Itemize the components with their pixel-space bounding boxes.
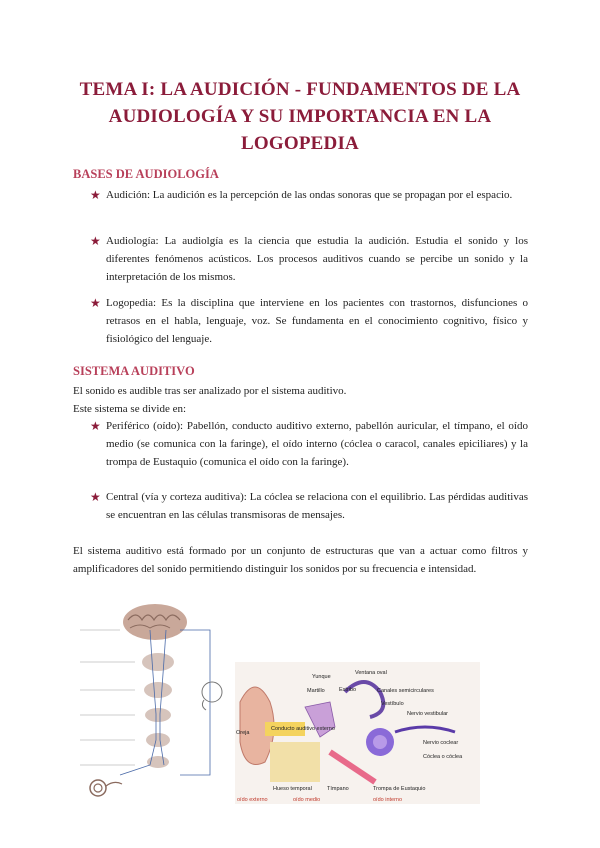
label-hueso-temporal: Hueso temporal	[273, 786, 312, 792]
bullet-text: Logopedia: Es la disciplina que interviene en los pacientes con trastornos, disfunciones o retrasos en el habla, lenguaje, voz. Se fundamenta en el conocimiento cognitivo, físico y fisiológico del lenguaje.	[106, 297, 528, 345]
pathway-lines	[120, 630, 210, 775]
star-bullet-icon: ★	[90, 188, 101, 202]
bullet-audiologia	[92, 232, 528, 286]
title-line-1: TEMA I: LA AUDICIÓN - FUNDAMENTOS DE LA	[79, 79, 521, 100]
brainstem-sections-image	[142, 653, 174, 768]
intro-line-1: El sonido es audible tras ser analizado por el sistema auditivo.	[73, 385, 347, 397]
star-bullet-icon: ★	[90, 490, 101, 504]
label-conducto: Conducto auditivo externo	[271, 726, 335, 732]
heading-bases-audiologia: BASES DE AUDIOLOGÍA	[73, 167, 219, 181]
label-coclea: Cóclea o cóclea	[423, 754, 463, 760]
head-profile-icon	[202, 682, 222, 710]
heading-sistema-auditivo: SISTEMA AUDITIVO	[73, 364, 195, 378]
cochlea-image	[90, 780, 122, 796]
star-bullet-icon: ★	[90, 419, 101, 433]
page-title	[60, 76, 540, 157]
bullet-audicion	[92, 186, 528, 204]
bullet-text: Audiología: La audiolgía es la ciencia que estudia la audición. Estudia el sonido y los diferentes fenómenos acústicos. Los procesos auditivos cuando se percibe un sonido y la interpretación de los mismos.	[106, 235, 528, 283]
label-vestibulo: Vestíbulo	[381, 701, 404, 707]
label-estribo: Estribo	[339, 687, 357, 693]
label-canales: Canales semicirculares	[377, 688, 434, 694]
star-bullet-icon: ★	[90, 296, 101, 310]
title-line-2: AUDIOLOGÍA Y SU IMPORTANCIA EN LA	[108, 106, 492, 127]
bullet-logopedia	[92, 294, 528, 348]
closing-paragraph: El sistema auditivo está formado por un conjunto de estructuras que van a actuar como filtros y amplificadores del sonido permitiendo distinguir los sonidos por su frecuencia e intensidad.	[73, 545, 528, 575]
axis-ticks	[80, 630, 135, 765]
title-line-3: LOGOPEDIA	[241, 133, 359, 154]
bullet-text: Periférico (oído): Pabellón, conducto auditivo externo, pabellón auricular, el tímpano, el oído medio (se comunica con la faringe), el oído interno (cóclea o caracol, canales epiciliares) y la trompa de Eustaquio (comunica el oído con la faringe).	[106, 420, 528, 468]
label-timpano: Tímpano	[327, 786, 349, 792]
nerve-shape	[395, 727, 455, 732]
label-oido-medio: oído medio	[293, 797, 321, 803]
auditory-pathway-figure	[80, 600, 230, 810]
label-trompa: Trompa de Eustaquio	[373, 786, 426, 792]
label-oido-interno: oído interno	[373, 797, 403, 803]
bullet-text: Central (vía y corteza auditiva): La cóclea se relaciona con el equilibrio. Las pérdidas auditivas se encuentran en las células transmisoras de mensajes.	[106, 491, 528, 521]
ear-anatomy-figure	[235, 662, 480, 804]
label-yunque: Yunque	[312, 674, 331, 680]
intro-line-2: Este sistema se divide en:	[73, 403, 187, 415]
label-ventana-oval: Ventana oval	[355, 670, 387, 676]
bullet-central	[92, 488, 528, 524]
temporal-bone-shape	[270, 742, 320, 782]
eustachian-tube-shape	[330, 752, 375, 782]
label-nervio-coclear: Nervio coclear	[423, 740, 459, 746]
label-oido-externo: oído externo	[237, 797, 268, 803]
label-oreja: Oreja	[236, 730, 250, 736]
label-nervio-vestibular: Nervio vestibular	[407, 711, 448, 717]
brain-cortex-image	[123, 604, 187, 640]
bullet-text: Audición: La audición es la percepción de las ondas sonoras que se propagan por el espacio.	[106, 189, 513, 201]
star-bullet-icon: ★	[90, 234, 101, 248]
label-martillo: Martillo	[307, 688, 325, 694]
bullet-periferico	[92, 417, 528, 471]
